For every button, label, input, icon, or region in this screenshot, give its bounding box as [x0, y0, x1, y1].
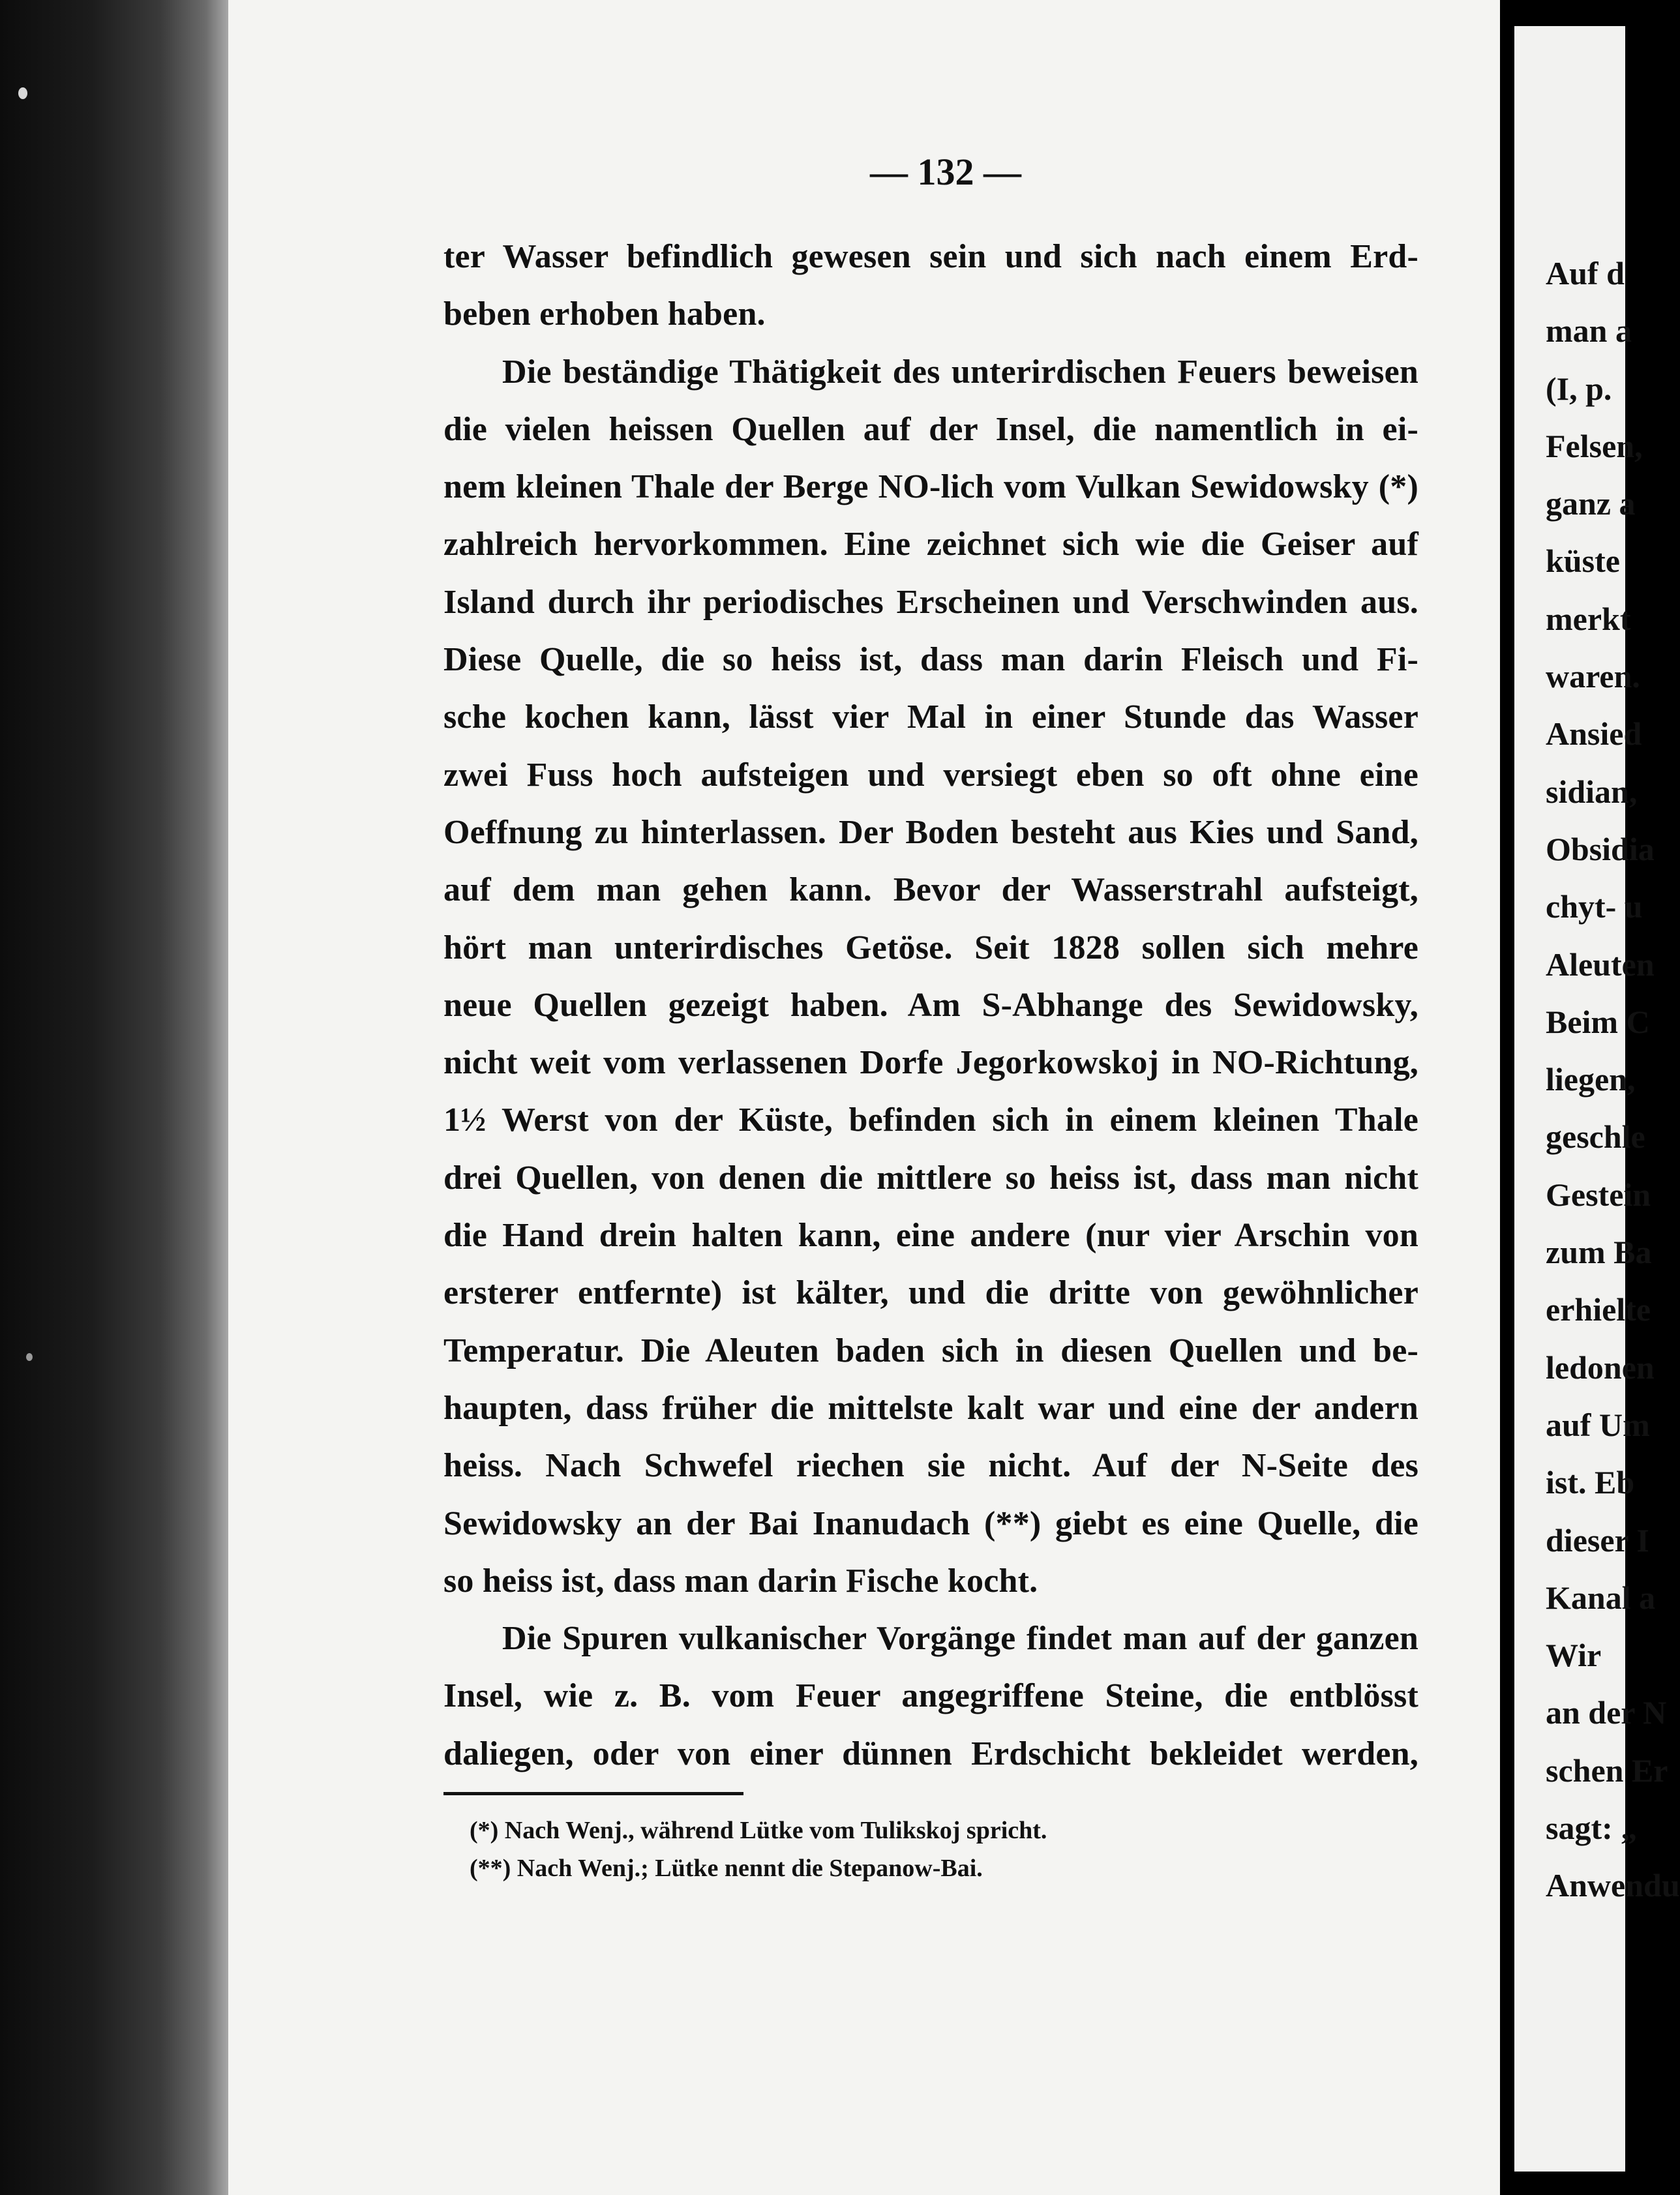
text-line: auf dem man gehen kann. Bevor der Wasserstrahl aufsteigt, [443, 871, 1418, 909]
adjacent-text-line: Auf d [1546, 255, 1625, 291]
text-line: nicht weit vom verlassenen Dorfe Jegorkowskoj in NO-Richtung, [443, 1044, 1418, 1082]
text-line: die Hand drein halten kann, eine andere (nur vier Arschin von [443, 1217, 1418, 1255]
text-line: ersterer entfernte) ist kälter, und die dritte von gewöhnlicher [443, 1274, 1418, 1312]
text-line: 1½ Werst von der Küste, befinden sich in einem kleinen Thale [443, 1101, 1418, 1139]
adjacent-text-line: Ansied [1546, 715, 1642, 753]
text-line: Island durch ihr periodisches Erscheinen und Verschwinden aus. [443, 583, 1418, 621]
text-line: Oeffnung zu hinterlassen. Der Boden besteht aus Kies und Sand, [443, 813, 1418, 851]
adjacent-text-line: Gestein [1546, 1176, 1651, 1213]
page-divider [1500, 0, 1514, 2195]
text-line: ter Wasser befindlich gewesen sein und sich nach einem Erd- [443, 238, 1418, 275]
footnote: (*) Nach Wenj., während Lütke vom Tulikskoj spricht. [470, 1817, 1047, 1844]
binding-gutter [0, 0, 228, 2195]
footnote-rule [443, 1792, 743, 1795]
text-line: Insel, wie z. B. vom Feuer angegriffene Steine, die entblösst [443, 1677, 1418, 1715]
adjacent-text-line: sagt: „ [1546, 1810, 1638, 1847]
text-line: beben erhoben haben. [443, 295, 766, 333]
page-number: — 132 — [870, 151, 1021, 193]
adjacent-text-line: auf Um [1546, 1406, 1650, 1443]
text-line: heiss. Nach Schwefel riechen sie nicht. Auf der N-Seite des [443, 1447, 1418, 1485]
adjacent-text-line: küste [1546, 543, 1620, 580]
adjacent-text-line: ganz a [1546, 485, 1636, 522]
text-line: haupten, dass früher die mittelste kalt war und eine der andern [443, 1389, 1418, 1427]
text-line: hört man unterirdisches Getöse. Seit 1828 sollen sich mehre [443, 929, 1418, 966]
adjacent-text-line: man a [1546, 312, 1632, 350]
footnotes [470, 1812, 1252, 1887]
adjacent-text-line: ledonen [1546, 1349, 1655, 1386]
text-line: neue Quellen gezeigt haben. Am S-Abhange des Sewidowsky, [443, 986, 1418, 1024]
adjacent-text-line: Kanal a [1546, 1579, 1656, 1616]
text-line: drei Quellen, von denen die mittlere so heiss ist, dass man nicht [443, 1159, 1418, 1197]
adjacent-text-line: ist. Eb [1546, 1464, 1635, 1501]
adjacent-text-line: schen Er [1546, 1752, 1668, 1789]
adjacent-text-line: merkt [1546, 600, 1631, 637]
adjacent-text-line: zum Ba [1546, 1234, 1652, 1271]
adjacent-text-line: (I, p. [1546, 370, 1612, 407]
text-line: zwei Fuss hoch aufsteigen und versiegt eben so oft ohne eine [443, 756, 1418, 794]
text-line: zahlreich hervorkommen. Eine zeichnet sich wie die Geiser auf [443, 526, 1418, 563]
adjacent-text-line: Felsen, [1546, 427, 1643, 464]
adjacent-page [1514, 26, 1680, 2172]
text-line: Die beständige Thätigkeit des unterirdischen Feuers beweisen [502, 353, 1418, 391]
adjacent-text-line: Obsidia [1546, 830, 1655, 867]
text-line: nem kleinen Thale der Berge NO-lich vom Vulkan Sewidowsky (*) [443, 468, 1418, 506]
adjacent-text-line: sidian, [1546, 773, 1638, 810]
text-line: Temperatur. Die Aleuten baden sich in diesen Quellen und be- [443, 1332, 1418, 1369]
adjacent-text-line: Aleuten [1546, 946, 1655, 983]
text-line: so heiss ist, dass man darin Fische kocht. [443, 1562, 1038, 1600]
text-line: Die Spuren vulkanischer Vorgänge findet man auf der ganzen [502, 1620, 1418, 1658]
adjacent-text-line: liegen, [1546, 1061, 1636, 1098]
adjacent-text-line: waren. [1546, 658, 1640, 695]
adjacent-text-line: erhielte [1546, 1291, 1651, 1328]
text-line: Diese Quelle, die so heiss ist, dass man darin Fleisch und Fi- [443, 641, 1418, 679]
adjacent-text-line: Wir [1546, 1637, 1602, 1674]
adjacent-text-line: Beim C [1546, 1003, 1650, 1040]
dust-speck [18, 87, 27, 99]
text-line: daliegen, oder von einer dünnen Erdschicht bekleidet werden, [443, 1735, 1418, 1772]
adjacent-text-line: chyt- u [1546, 888, 1643, 925]
dust-speck [26, 1353, 33, 1361]
text-line: Sewidowsky an der Bai Inanudach (**) giebt es eine Quelle, die [443, 1504, 1418, 1542]
adjacent-page-text [1514, 245, 1680, 1915]
adjacent-text-line: an der N [1546, 1694, 1667, 1731]
text-line: sche kochen kann, lässt vier Mal in einer Stunde das Wasser [443, 698, 1418, 736]
text-line: die vielen heissen Quellen auf der Insel, die namentlich in ei- [443, 410, 1418, 448]
page-body [443, 228, 1418, 1783]
adjacent-text-line: dieser I [1546, 1521, 1649, 1559]
adjacent-text-line: Anwendu [1546, 1867, 1680, 1904]
footnote: (**) Nach Wenj.; Lütke nennt die Stepanow-Bai. [470, 1855, 983, 1882]
adjacent-text-line: geschle [1546, 1118, 1645, 1156]
